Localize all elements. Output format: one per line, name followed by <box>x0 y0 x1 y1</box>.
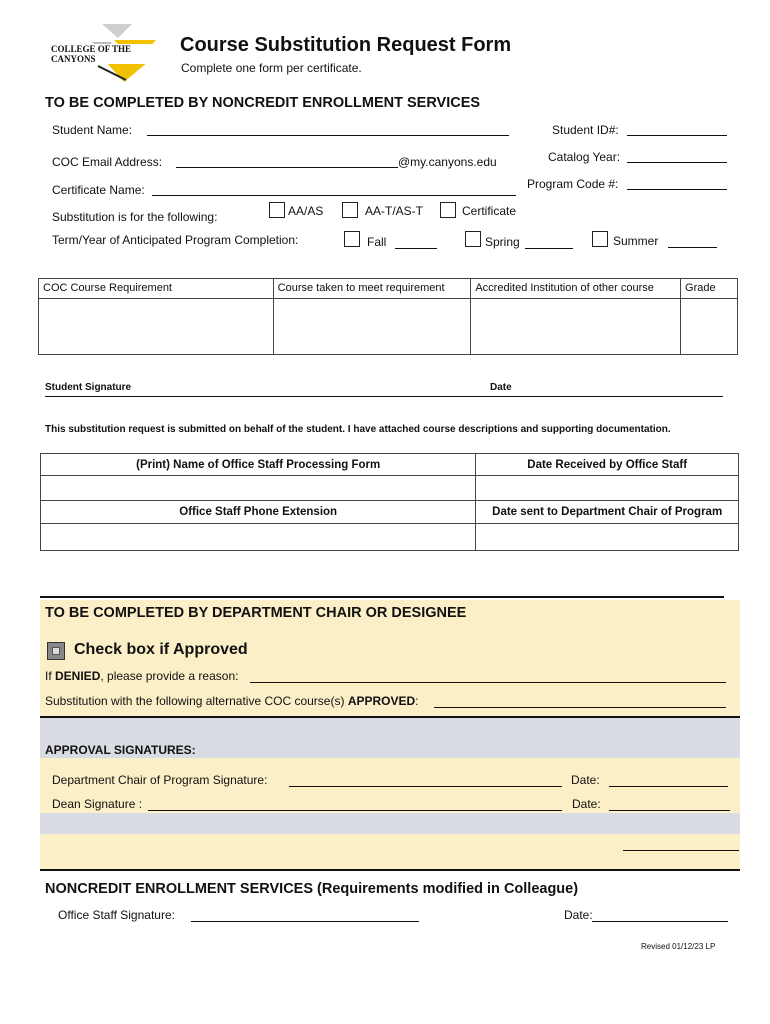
student-id-field[interactable] <box>627 135 727 136</box>
college-logo <box>48 22 173 84</box>
term-label: Term/Year of Anticipated Program Completion: <box>52 233 299 247</box>
date-received-cell[interactable] <box>476 476 739 501</box>
summer-checkbox[interactable] <box>592 231 608 247</box>
approved-courses-field[interactable] <box>434 707 726 708</box>
aaas-checkbox[interactable] <box>269 202 285 218</box>
date-sent-header: Date sent to Department Chair of Program <box>476 501 739 524</box>
certificate-checkbox[interactable] <box>440 202 456 218</box>
phone-ext-cell[interactable] <box>41 524 476 551</box>
office-staff-signature-field[interactable] <box>191 921 419 922</box>
dept-chair-signature-field[interactable] <box>289 786 562 787</box>
denied-reason-text <box>45 669 238 683</box>
program-code-field[interactable] <box>627 189 727 190</box>
staff-table <box>40 453 739 551</box>
program-code-label: Program Code #: <box>527 177 619 191</box>
cell-institution[interactable] <box>471 299 681 355</box>
dean-signature-label: Dean Signature : <box>52 797 143 811</box>
certificate-label: Certificate <box>462 204 517 218</box>
approved-courses-text <box>45 694 419 708</box>
dean-date-field[interactable] <box>609 810 730 811</box>
dean-date-label: Date: <box>572 797 601 811</box>
dept-chair-signature-label: Department Chair of Program Signature: <box>52 773 268 787</box>
section2-bottom-border <box>40 869 740 871</box>
approved-checkbox[interactable] <box>47 642 65 660</box>
catalog-year-label: Catalog Year: <box>548 150 621 164</box>
summer-year-field[interactable] <box>668 247 717 248</box>
cell-coc-requirement[interactable] <box>39 299 274 355</box>
date-received-header: Date Received by Office Staff <box>476 454 739 476</box>
dept-chair-date-label: Date: <box>571 773 600 787</box>
col-coc-requirement: COC Course Requirement <box>39 279 274 299</box>
revised-note: Revised 01/12/23 LP <box>641 942 716 951</box>
fall-label: Fall <box>367 235 387 249</box>
cell-grade[interactable] <box>681 299 738 355</box>
certificate-name-label: Certificate Name: <box>52 183 145 197</box>
fall-checkbox[interactable] <box>344 231 360 247</box>
aatast-checkbox[interactable] <box>342 202 358 218</box>
course-table <box>38 278 738 355</box>
approval-signatures-heading: APPROVAL SIGNATURES: <box>45 743 196 757</box>
denied-word: DENIED <box>55 669 101 683</box>
certificate-name-field[interactable] <box>152 195 516 196</box>
dept-chair-date-field[interactable] <box>609 786 728 787</box>
section1-heading: TO BE COMPLETED BY NONCREDIT ENROLLMENT SERVICES <box>45 95 481 111</box>
student-signature-label: Student Signature <box>45 382 132 393</box>
approved-word: APPROVED <box>347 694 416 708</box>
section2-divider <box>40 596 724 598</box>
student-name-field[interactable] <box>147 135 509 136</box>
spring-checkbox[interactable] <box>465 231 481 247</box>
office-staff-date-field[interactable] <box>592 921 728 922</box>
date-label: Date <box>490 382 512 393</box>
statement-text: This substitution request is submitted on behalf of the student. I have attached course descriptions and supporting documentation. <box>45 424 671 435</box>
office-staff-date-label: Date: <box>564 908 593 922</box>
spring-year-field[interactable] <box>525 248 573 249</box>
section2-heading: TO BE COMPLETED BY DEPARTMENT CHAIR OR DESIGNEE <box>45 605 467 621</box>
student-signature-line[interactable] <box>45 396 723 397</box>
catalog-year-field[interactable] <box>627 162 727 163</box>
spring-label: Spring <box>485 235 520 249</box>
phone-ext-header: Office Staff Phone Extension <box>41 501 476 524</box>
print-name-header: (Print) Name of Office Staff Processing Form <box>41 454 476 476</box>
approved-label: Check box if Approved <box>74 641 248 658</box>
extra-signature-field[interactable] <box>623 850 739 851</box>
section3-heading: NONCREDIT ENROLLMENT SERVICES (Requirements modified in Colleague) <box>45 881 579 897</box>
student-name-label: Student Name: <box>52 123 133 137</box>
denied-rest: , please provide a reason: <box>100 669 239 683</box>
aatast-label: AA-T/AS-T <box>365 204 424 218</box>
approved-prefix: Substitution with the following alternative COC course(s) <box>45 694 348 708</box>
form-title: Course Substitution Request Form <box>180 34 512 56</box>
approved-suffix: : <box>415 694 419 708</box>
substitution-label: Substitution is for the following: <box>52 210 218 224</box>
email-suffix: @my.canyons.edu <box>398 155 497 169</box>
date-sent-cell[interactable] <box>476 524 739 551</box>
col-institution: Accredited Institution of other course <box>471 279 681 299</box>
form-subtitle: Complete one form per certificate. <box>181 61 362 75</box>
email-label: COC Email Address: <box>52 155 163 169</box>
aaas-label: AA/AS <box>288 204 324 218</box>
col-grade: Grade <box>681 279 738 299</box>
email-field[interactable] <box>176 167 398 168</box>
office-staff-signature-label: Office Staff Signature: <box>58 908 175 922</box>
denied-prefix: If <box>45 669 56 683</box>
dean-signature-field[interactable] <box>148 810 562 811</box>
student-id-label: Student ID#: <box>552 123 619 137</box>
summer-label: Summer <box>613 234 659 248</box>
fall-year-field[interactable] <box>395 248 437 249</box>
lower-gray-band <box>40 813 740 834</box>
print-name-cell[interactable] <box>41 476 476 501</box>
col-course-taken: Course taken to meet requirement <box>273 279 471 299</box>
denied-reason-field[interactable] <box>250 682 726 683</box>
logo-text: COLLEGE OF THE CANYONS <box>50 44 173 64</box>
cell-course-taken[interactable] <box>273 299 471 355</box>
